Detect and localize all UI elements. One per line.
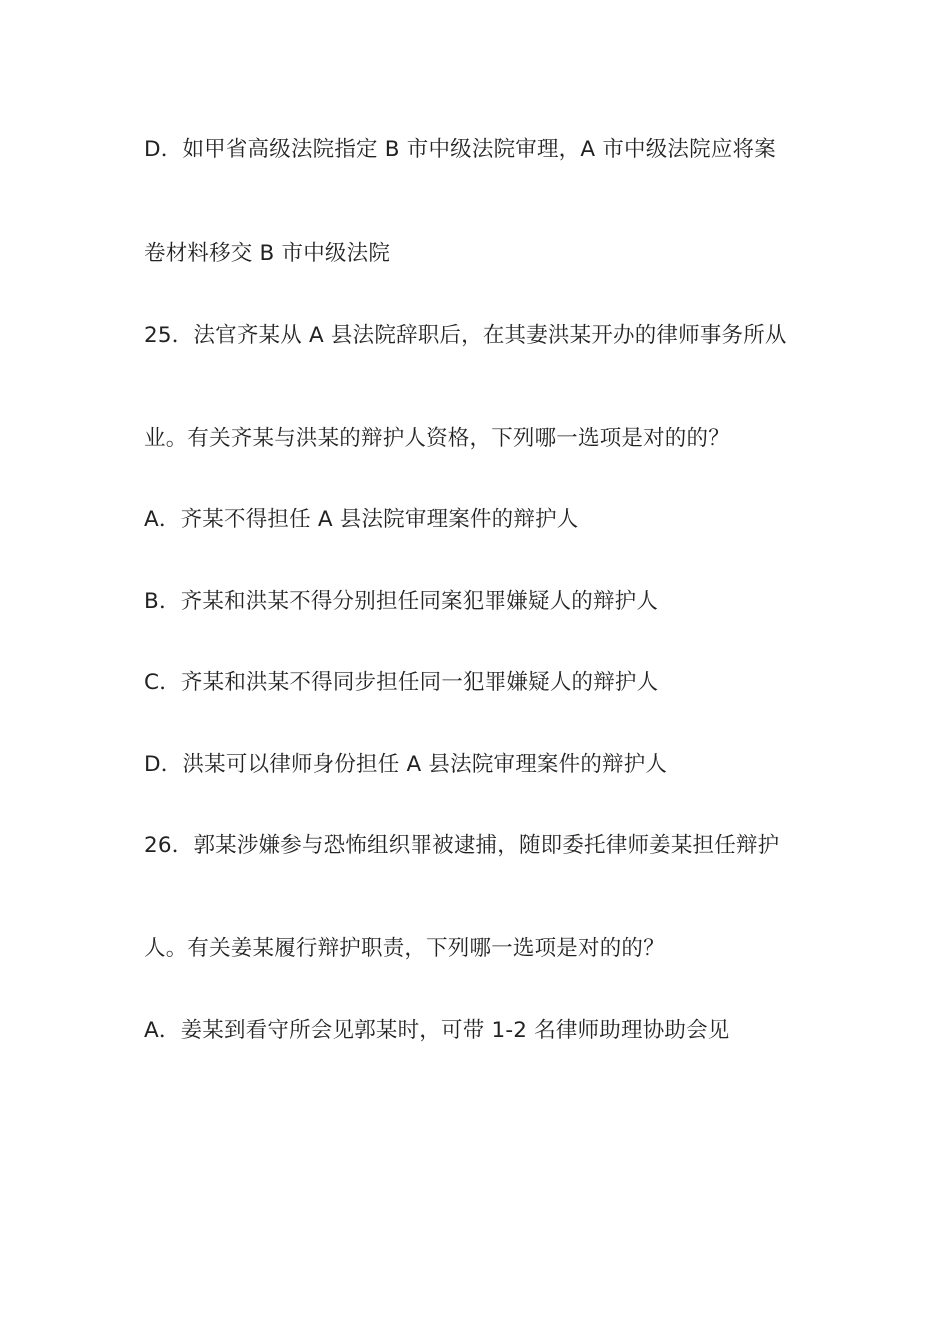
option-a-q26: A．姜某到看守所会见郭某时，可带 1-2 名律师助理协助会见 <box>144 1018 730 1043</box>
option-a-q25: A．齐某不得担任 A 县法院审理案件的辩护人 <box>144 507 579 532</box>
question-25-line-1: 25．法官齐某从 A 县法院辞职后，在其妻洪某开办的律师事务所从 <box>144 323 787 348</box>
option-d-q24-line-2: 卷材料移交 B 市中级法院 <box>144 241 391 266</box>
option-d-q24-line-1: D．如甲省高级法院指定 B 市中级法院审理，A 市中级法院应将案 <box>144 137 776 162</box>
option-b-q25: B．齐某和洪某不得分别担任同案犯罪嫌疑人的辩护人 <box>144 589 659 614</box>
question-26-line-1: 26．郭某涉嫌参与恐怖组织罪被逮捕，随即委托律师姜某担任辩护 <box>144 833 780 858</box>
option-d-q25: D．洪某可以律师身份担任 A 县法院审理案件的辩护人 <box>144 752 668 777</box>
question-25-line-2: 业。有关齐某与洪某的辩护人资格，下列哪一选项是对的的？ <box>144 426 730 451</box>
option-c-q25: C．齐某和洪某不得同步担任同一犯罪嫌疑人的辩护人 <box>144 670 659 695</box>
question-26-line-2: 人。有关姜某履行辩护职责，下列哪一选项是对的的？ <box>144 936 665 961</box>
